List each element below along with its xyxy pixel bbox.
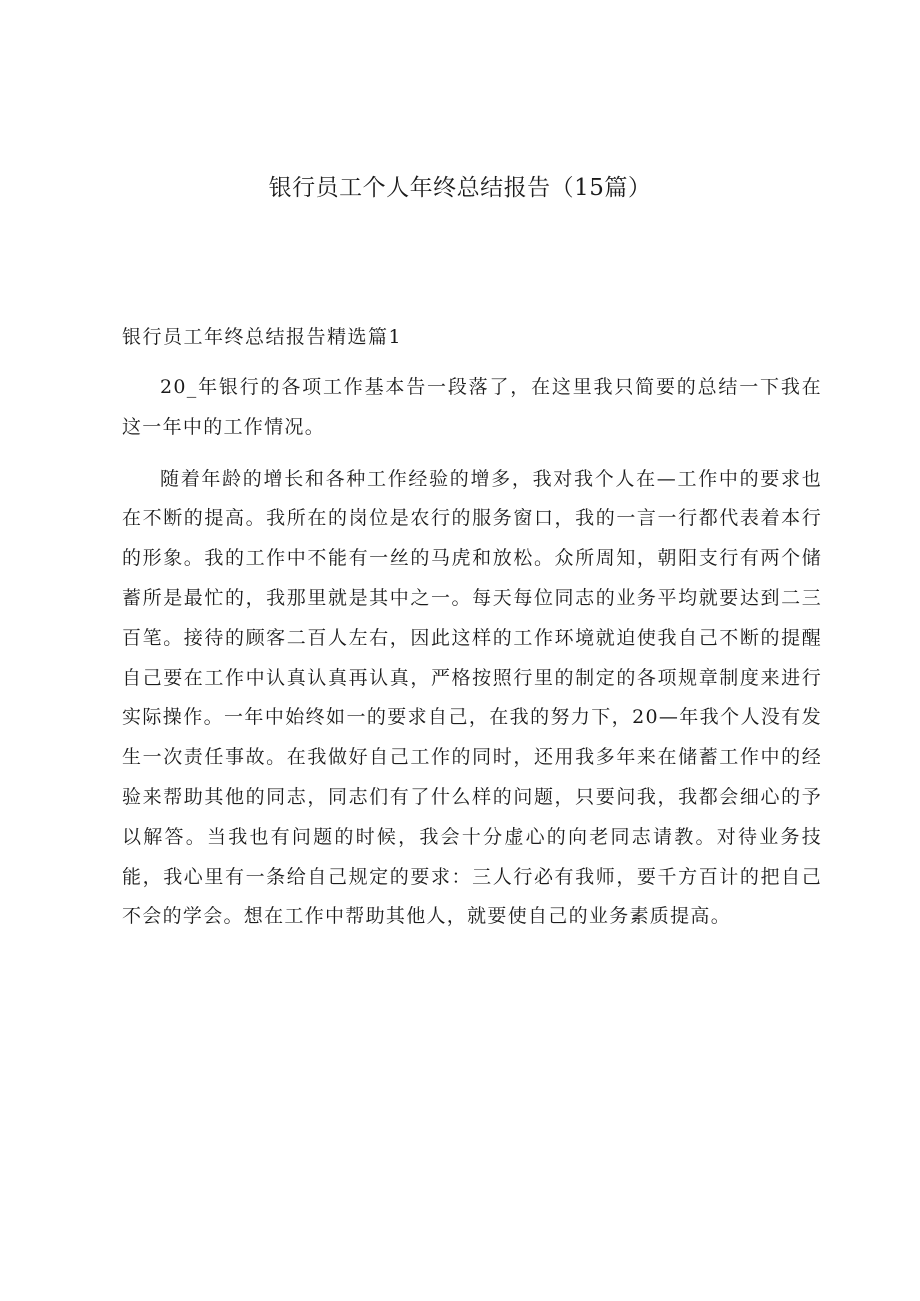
body-paragraph: 随着年龄的增长和各种工作经验的增多，我对我个人在—工作中的要求也在不断的提高。我所在的岗位是农行的服务窗口，我的一言一行都代表着本行的形象。我的工作中不能有一丝的马虎和放松。众所周知，朝阳支行有两个储蓄所是最忙的，我那里就是其中之一。每天每位同志的业务平均就要达到二三百笔。接待的顾客二百人左右，因此这样的工作环境就迫使我自己不断的提醒自己要在工作中认真认真再认真，严格按照行里的制定的各项规章制度来进行实际操作。一年中始终如一的要求自己，在我的努力下，20—年我个人没有发生一次责任事故。在我做好自己工作的同时，还用我多年来在储蓄工作中的经验来帮助其他的同志，同志们有了什么样的问题，只要问我，我都会细心的予以解答。当我也有问题的时候，我会十分虚心的向老同志请教。对待业务技能，我心里有一条给自己规定的要求：三人行必有我师，要千方百计的把自己不会的学会。想在工作中帮助其他人，就要使自己的业务素质提高。 [122, 467, 822, 928]
body-paragraph: 20_年银行的各项工作基本告一段落了，在这里我只简要的总结一下我在这一年中的工作情况。 [122, 376, 822, 438]
document-title: 银行员工个人年终总结报告（15篇） [268, 175, 652, 201]
document-body [122, 368, 822, 949]
section-heading: 银行员工年终总结报告精选篇1 [122, 326, 403, 348]
